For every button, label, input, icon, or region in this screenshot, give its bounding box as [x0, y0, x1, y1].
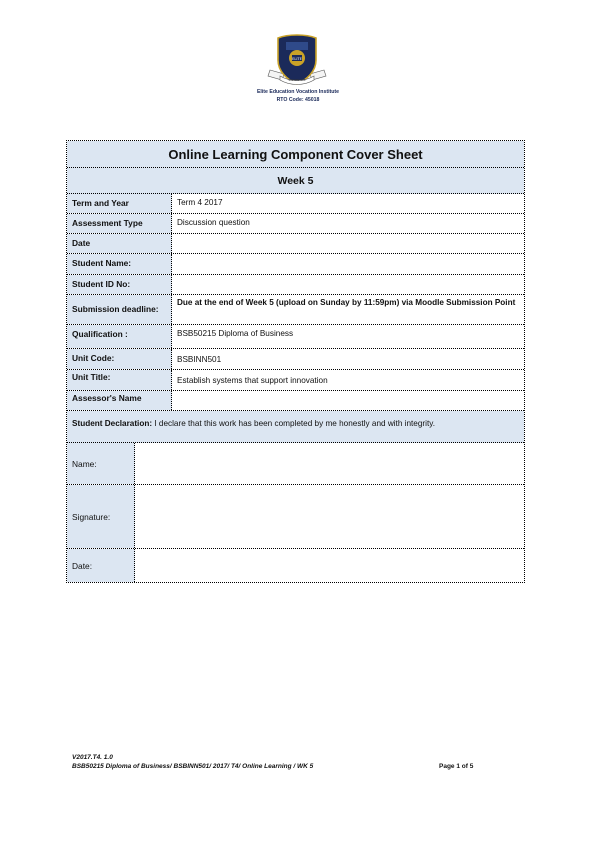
footer-course-line: BSB50215 Diploma of Business/ BSBINN501/ 2017/ T4/ Online Learning / WK 5 [72, 763, 314, 770]
row-qualification [67, 325, 524, 349]
student-declaration [67, 411, 524, 443]
name-field[interactable] [135, 443, 524, 484]
row-student-name [67, 254, 524, 275]
row-value[interactable] [172, 234, 524, 253]
row-label: Qualification : [67, 325, 172, 348]
row-student-id [67, 275, 524, 295]
row-value[interactable]: Discussion question [172, 214, 524, 233]
footer-page-number: Page 1 of 5 [439, 763, 474, 770]
sign-row-date [67, 549, 524, 582]
sign-row-name [67, 443, 524, 485]
row-value[interactable] [172, 254, 524, 274]
row-submission-deadline [67, 295, 524, 325]
sign-row-signature [67, 485, 524, 549]
row-label: Student ID No: [67, 275, 172, 294]
row-value: Establish systems that support innovation [172, 370, 524, 390]
cover-sheet-table [66, 140, 525, 583]
row-value: BSBINN501 [172, 349, 524, 369]
sign-label: Signature: [67, 485, 135, 548]
rto-code: RTO Code: 45018 [276, 97, 320, 103]
row-unit-title [67, 370, 524, 391]
row-label: Term and Year [67, 194, 172, 213]
logo-motto: SAPIENTIAE [288, 78, 306, 82]
row-term-year [67, 194, 524, 214]
row-label: Assessment Type [67, 214, 172, 233]
week-label: Week 5 [67, 168, 524, 194]
date-field[interactable] [135, 549, 524, 582]
cover-title: Online Learning Component Cover Sheet [67, 141, 524, 168]
row-label: Unit Code: [67, 349, 172, 369]
signature-field[interactable] [135, 485, 524, 548]
row-label: Assessor's Name [67, 391, 172, 410]
footer-version: V2017.T4. 1.0 [72, 754, 113, 761]
row-label: Student Name: [67, 254, 172, 274]
declaration-text: I declare that this work has been completed by me honestly and with integrity. [152, 419, 435, 428]
row-assessor-name [67, 391, 524, 411]
row-value[interactable]: Term 4 2017 [172, 194, 524, 213]
row-value: BSB50215 Diploma of Business [172, 325, 524, 348]
row-label: Submission deadline: [67, 295, 172, 324]
row-date [67, 234, 524, 254]
row-label: Date [67, 234, 172, 253]
row-value[interactable] [172, 391, 524, 410]
sign-label: Date: [67, 549, 135, 582]
sign-label: Name: [67, 443, 135, 484]
row-value[interactable] [172, 275, 524, 294]
shield-crest-icon [266, 30, 328, 90]
row-unit-code [67, 349, 524, 370]
row-assessment-type [67, 214, 524, 234]
institute-name: Elite Education Vocation Institute [256, 89, 340, 95]
logo-text: ELITE [292, 57, 302, 61]
row-value: Due at the end of Week 5 (upload on Sunday by 11:59pm) via Moodle Submission Point [172, 295, 524, 324]
row-label: Unit Title: [67, 370, 172, 390]
declaration-label: Student Declaration: [72, 419, 153, 428]
